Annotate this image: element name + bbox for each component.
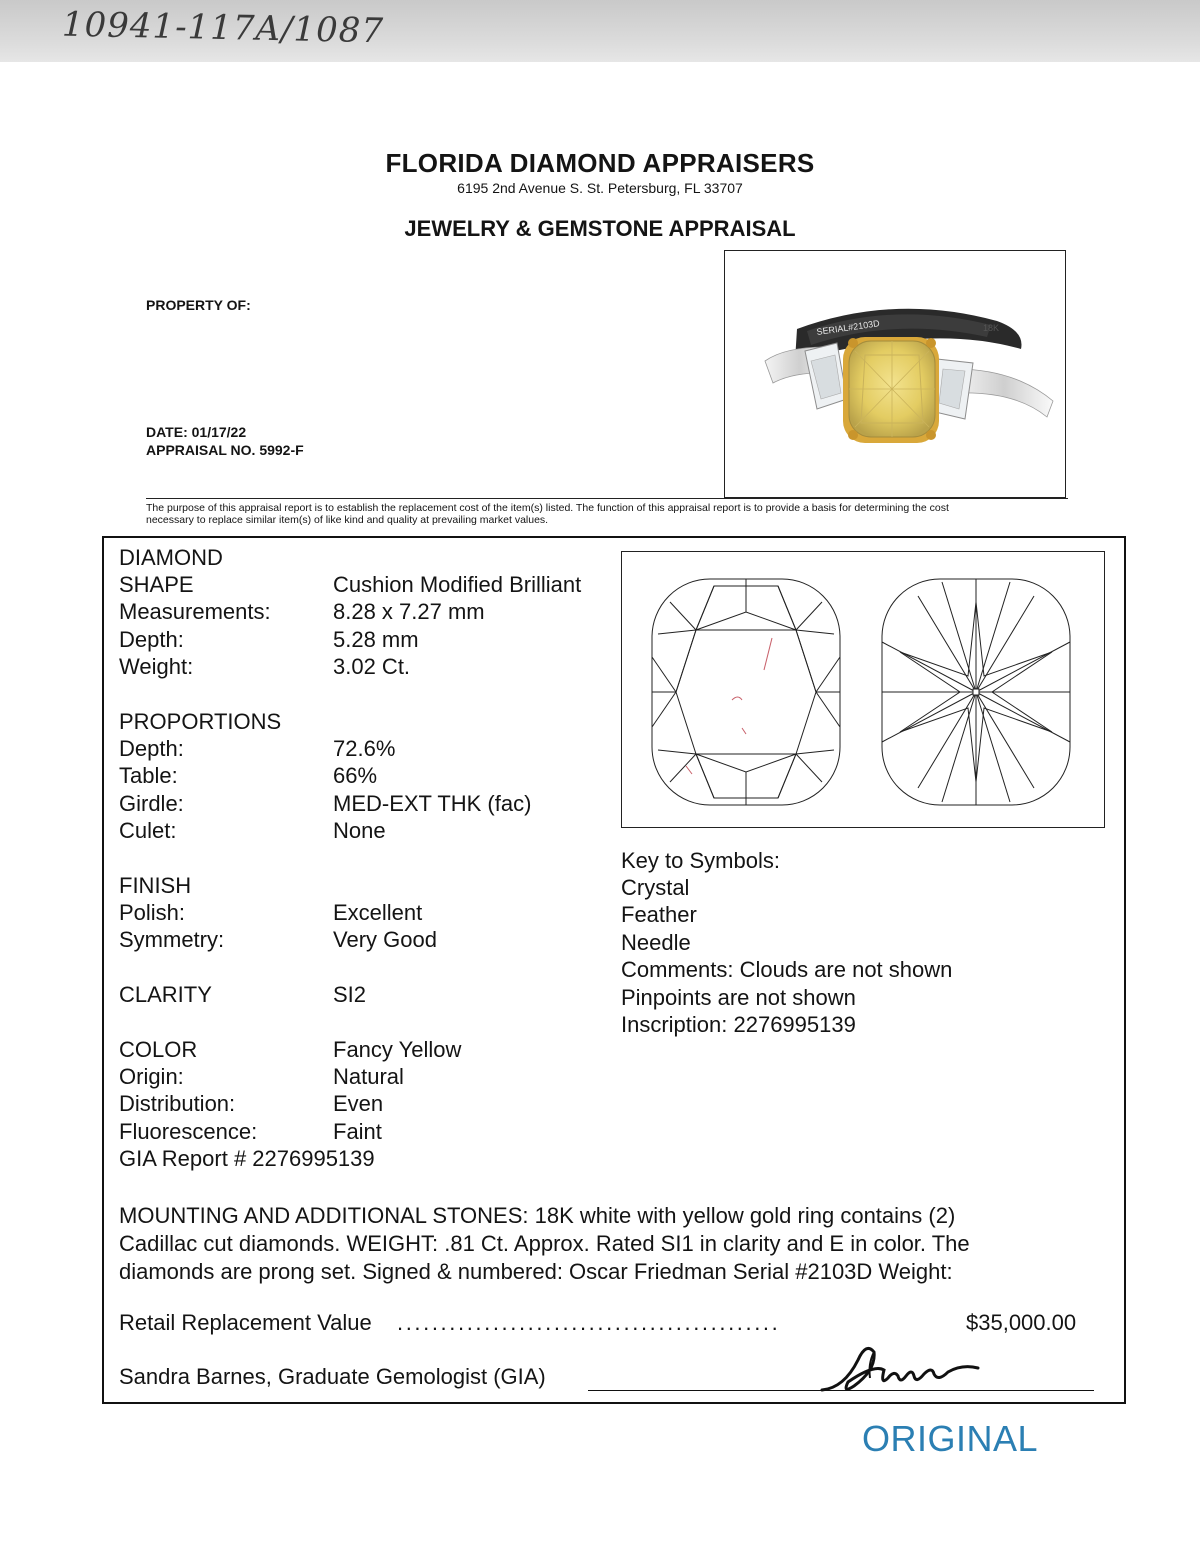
diamond-label: SHAPE: [119, 572, 194, 597]
document-title: JEWELRY & GEMSTONE APPRAISAL: [404, 216, 796, 241]
appraisal-date: DATE: 01/17/22: [146, 424, 247, 440]
color-value: Fancy Yellow: [333, 1037, 462, 1062]
mounting-line-2: Cadillac cut diamonds. WEIGHT: .81 Ct. Approx. Rated SI1 in clarity and E in color. The: [119, 1231, 970, 1256]
proportions-label: Culet:: [119, 818, 177, 843]
original-stamp: ORIGINAL: [862, 1418, 1039, 1459]
purpose-line-1: The purpose of this appraisal report is to establish the replacement cost of the item(s) listed. The function of this appraisal report is to provide a basis for determining the cost: [146, 502, 949, 514]
color-value: Even: [333, 1091, 384, 1116]
finish-label: Polish:: [119, 900, 186, 925]
pavilion-diagram: [882, 579, 1070, 805]
appraisal-number: APPRAISAL NO. 5992-F: [146, 442, 304, 458]
gia-report-number: GIA Report # 2276995139: [119, 1146, 375, 1171]
diamond-label: Measurements:: [119, 599, 271, 624]
diamond-label: Depth:: [119, 627, 184, 652]
purpose-line-2: necessary to replace similar item(s) of like kind and quality at prevailing market values.: [146, 514, 549, 526]
diamond-heading: DIAMOND: [119, 545, 223, 570]
ring-photo: [724, 250, 1066, 498]
mounting-description: [119, 1202, 1099, 1286]
company-address: 6195 2nd Avenue S. St. Petersburg, FL 33707: [457, 180, 743, 196]
color-label: COLOR: [119, 1037, 198, 1062]
key-pinpoints: Pinpoints are not shown: [621, 985, 856, 1010]
karat-engraving: 18K: [983, 323, 1000, 333]
finish-value: Very Good: [333, 927, 437, 952]
diamond-value: 5.28 mm: [333, 627, 419, 652]
purpose-statement: [146, 502, 1076, 526]
finish-value: Excellent: [333, 900, 423, 925]
diamond-value: 3.02 Ct.: [333, 654, 411, 679]
proportions-value: 66%: [333, 763, 378, 788]
mounting-line-1: MOUNTING AND ADDITIONAL STONES: 18K white with yellow gold ring contains (2): [119, 1203, 956, 1228]
company-name: FLORIDA DIAMOND APPRAISERS: [385, 148, 815, 178]
diamond-label: Weight:: [119, 654, 194, 679]
color-label: Fluorescence:: [119, 1119, 258, 1144]
color-label: Distribution:: [119, 1091, 236, 1116]
color-value: Natural: [333, 1064, 404, 1089]
proportions-heading: PROPORTIONS: [119, 709, 282, 734]
clarity-label: CLARITY: [119, 982, 212, 1007]
proportions-value: 72.6%: [333, 736, 396, 761]
crown-diagram: [652, 579, 840, 805]
appraiser-name: Sandra Barnes, Graduate Gemologist (GIA): [119, 1364, 546, 1389]
color-value: Faint: [333, 1119, 382, 1144]
replacement-value-leader: ............................................: [397, 1310, 781, 1335]
proportions-label: Table:: [119, 763, 178, 788]
key-item: Needle: [621, 930, 691, 955]
finish-heading: FINISH: [119, 873, 192, 898]
property-of-label: PROPERTY OF:: [146, 297, 251, 313]
color-label: Origin:: [119, 1064, 184, 1089]
key-item: Feather: [621, 902, 697, 927]
header-divider: [146, 498, 1068, 499]
diamond-value: 8.28 x 7.27 mm: [333, 599, 485, 624]
key-inscription: Inscription: 2276995139: [621, 1012, 856, 1037]
replacement-value-label: Retail Replacement Value: [119, 1310, 372, 1335]
clarity-value: SI2: [333, 982, 367, 1007]
ring-illustration: [725, 251, 1065, 497]
handwritten-signature: [814, 1330, 984, 1400]
key-item: Crystal: [621, 875, 690, 900]
proportions-value: None: [333, 818, 386, 843]
serial-engraving: SERIAL#2103D: [815, 318, 881, 337]
mounting-line-3: diamonds are prong set. Signed & numbered: Oscar Friedman Serial #2103D Weight:: [119, 1259, 953, 1284]
handwritten-note: 10941-117A/1087: [61, 4, 385, 52]
diamond-value: Cushion Modified Brilliant: [333, 572, 582, 597]
finish-label: Symmetry:: [119, 927, 225, 952]
proportions-label: Girdle:: [119, 791, 184, 816]
clarity-plot: [621, 551, 1105, 828]
replacement-value-amount: $35,000.00: [966, 1310, 1077, 1335]
key-title: Key to Symbols:: [621, 848, 780, 873]
key-comments: Comments: Clouds are not shown: [621, 957, 953, 982]
clarity-plot-diagram: [622, 552, 1104, 827]
proportions-label: Depth:: [119, 736, 184, 761]
proportions-value: MED-EXT THK (fac): [333, 791, 532, 816]
